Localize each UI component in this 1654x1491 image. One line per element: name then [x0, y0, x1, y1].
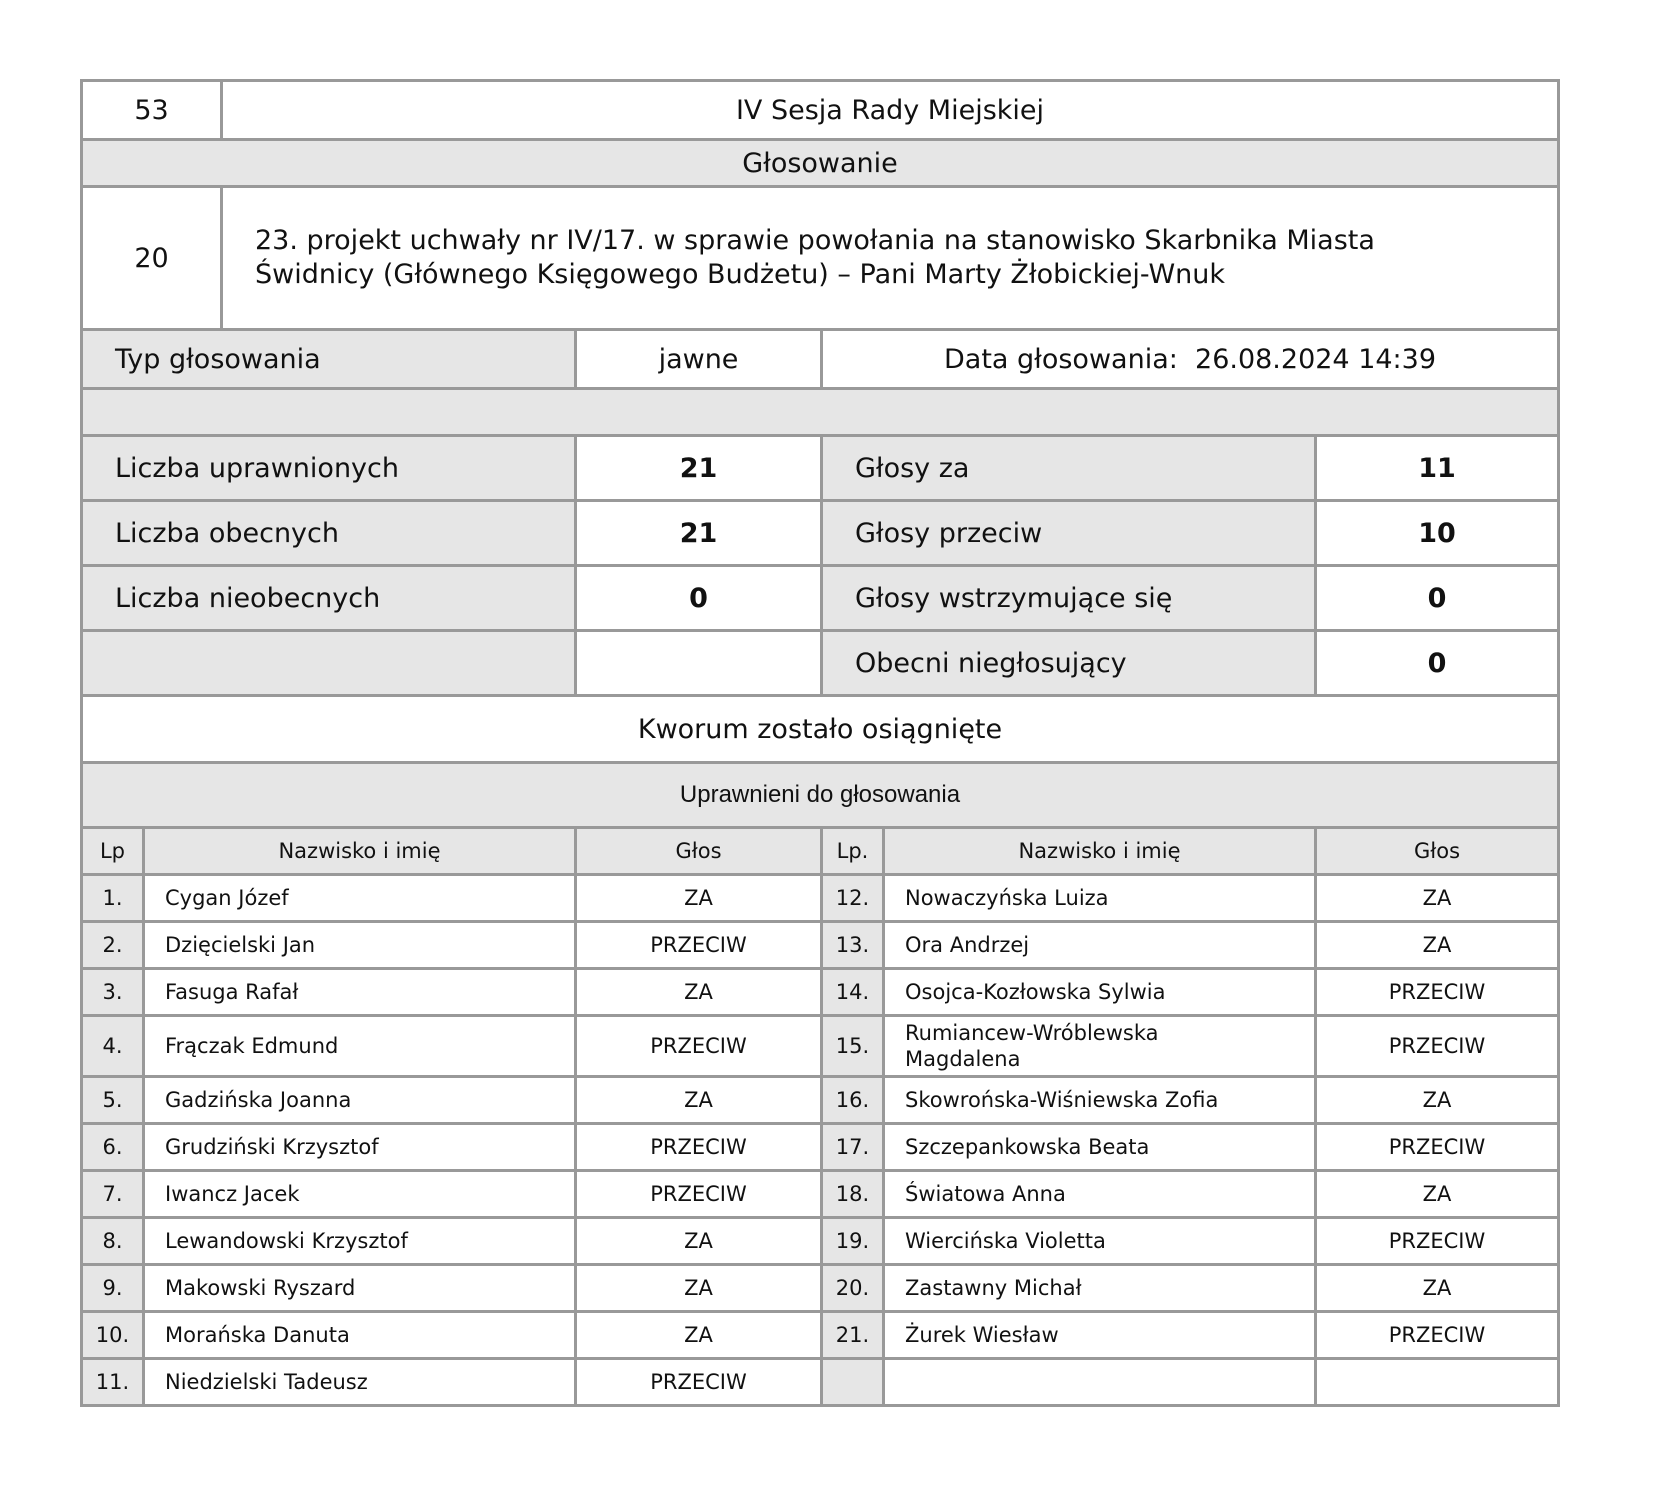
- vote-type-row: [80, 331, 1560, 390]
- voter-name-line: Cygan Józef: [165, 886, 289, 910]
- spacer-row: [80, 390, 1560, 437]
- voter-name-line: Żurek Wiesław: [905, 1323, 1059, 1347]
- voter-lp: 16.: [822, 1077, 884, 1124]
- voter-vote: PRZECIW: [1316, 1218, 1559, 1265]
- voter-vote: PRZECIW: [1316, 969, 1559, 1016]
- voter-name-line: Gadzińska Joanna: [165, 1088, 352, 1112]
- voter-lp: 11.: [82, 1359, 144, 1406]
- table-row: [82, 1218, 1559, 1265]
- voter-name: [144, 1359, 576, 1406]
- voter-vote: ZA: [576, 1218, 822, 1265]
- voter-vote: ZA: [1316, 922, 1559, 969]
- voter-name-line: Dzięcielski Jan: [165, 933, 316, 957]
- voter-lp: 5.: [82, 1077, 144, 1124]
- voter-vote: PRZECIW: [576, 922, 822, 969]
- voter-vote: PRZECIW: [576, 1016, 822, 1077]
- voter-lp: 8.: [82, 1218, 144, 1265]
- stats-row: [82, 501, 1559, 566]
- voter-lp: 10.: [82, 1312, 144, 1359]
- col-name-left: Nazwisko i imię: [144, 829, 576, 875]
- stats-row: [82, 566, 1559, 631]
- section-header: [80, 141, 1560, 188]
- vote-date-label: Data głosowania:: [943, 343, 1178, 375]
- voter-lp: 14.: [822, 969, 884, 1016]
- stat-label: Liczba uprawnionych: [82, 437, 576, 501]
- voting-report: [80, 79, 1560, 1407]
- stat-value: 0: [1316, 631, 1559, 696]
- voter-lp: 9.: [82, 1265, 144, 1312]
- table-row: [82, 1077, 1559, 1124]
- vote-type-value: jawne: [576, 331, 822, 389]
- table-row: [82, 1312, 1559, 1359]
- voter-name: [884, 1218, 1316, 1265]
- stat-label: Głosy przeciw: [822, 501, 1316, 566]
- col-lp-right: Lp.: [822, 829, 884, 875]
- vote-date: [822, 331, 1559, 389]
- voter-vote: ZA: [576, 1312, 822, 1359]
- voter-name: [144, 1218, 576, 1265]
- stat-value: 21: [576, 501, 822, 566]
- voter-lp: 17.: [822, 1124, 884, 1171]
- voters-table: [80, 829, 1560, 1407]
- stat-value: 0: [1316, 566, 1559, 631]
- vote-type-label: Typ głosowania: [82, 331, 576, 389]
- quorum-row: [80, 697, 1560, 764]
- stat-label: Głosy za: [822, 437, 1316, 501]
- voter-vote: PRZECIW: [576, 1124, 822, 1171]
- voter-lp: 6.: [82, 1124, 144, 1171]
- voter-name-line: Nowaczyńska Luiza: [905, 886, 1109, 910]
- stat-value: [576, 631, 822, 696]
- voter-vote: ZA: [1316, 875, 1559, 922]
- voter-name-line: Frączak Edmund: [165, 1034, 339, 1058]
- voter-lp: 19.: [822, 1218, 884, 1265]
- voter-name: [144, 1312, 576, 1359]
- item-subject-line2: Świdnicy (Głównego Księgowego Budżetu) – Pani Marty Żłobickiej-Wnuk: [255, 259, 1226, 290]
- voter-vote: PRZECIW: [1316, 1016, 1559, 1077]
- voter-name: [884, 1265, 1316, 1312]
- agenda-item: [80, 188, 1560, 331]
- voters-title-row: [80, 764, 1560, 829]
- item-subject-line1: 23. projekt uchwały nr IV/17. w sprawie powołania na stanowisko Skarbnika Miasta: [255, 225, 1375, 256]
- voter-name: [884, 1171, 1316, 1218]
- stat-value: 10: [1316, 501, 1559, 566]
- voter-name-line: Magdalena: [905, 1047, 1021, 1071]
- voter-name: [884, 1359, 1316, 1406]
- voter-name-line: Rumiancew-Wróblewska: [905, 1021, 1159, 1045]
- voter-lp: 20.: [822, 1265, 884, 1312]
- voter-lp: 7.: [82, 1171, 144, 1218]
- table-row: [82, 875, 1559, 922]
- stat-label: Obecni niegłosujący: [822, 631, 1316, 696]
- col-lp-left: Lp: [82, 829, 144, 875]
- stat-label: [82, 631, 576, 696]
- voter-name: [884, 1312, 1316, 1359]
- stat-label: Liczba nieobecnych: [82, 566, 576, 631]
- voter-vote: ZA: [576, 969, 822, 1016]
- voter-name-line: Światowa Anna: [905, 1182, 1066, 1206]
- voter-lp: 12.: [822, 875, 884, 922]
- item-number: 20: [82, 188, 222, 330]
- voter-name-line: Iwancz Jacek: [165, 1182, 300, 1206]
- table-row: [82, 969, 1559, 1016]
- quorum-text: Kworum zostało osiągnięte: [82, 697, 1559, 763]
- table-row: [82, 1124, 1559, 1171]
- col-name-right: Nazwisko i imię: [884, 829, 1316, 875]
- voter-name: [144, 969, 576, 1016]
- vote-date-value: 26.08.2024 14:39: [1195, 343, 1436, 375]
- voter-name: [144, 1077, 576, 1124]
- item-subject: [222, 188, 1559, 330]
- voter-lp: 1.: [82, 875, 144, 922]
- voter-name: [144, 875, 576, 922]
- table-row: [82, 1265, 1559, 1312]
- table-row: [82, 922, 1559, 969]
- session-title: IV Sesja Rady Miejskiej: [222, 81, 1559, 140]
- table-row: [82, 1171, 1559, 1218]
- voter-lp: 3.: [82, 969, 144, 1016]
- section-title: Głosowanie: [82, 141, 1559, 187]
- voter-lp: [822, 1359, 884, 1406]
- voter-name: [144, 1016, 576, 1077]
- voter-name-line: Osojca-Kozłowska Sylwia: [905, 980, 1166, 1004]
- voter-name-line: Morańska Danuta: [165, 1323, 350, 1347]
- voter-name-line: Skowrońska-Wiśniewska Zofia: [905, 1088, 1219, 1112]
- voter-name: [884, 1124, 1316, 1171]
- voter-vote: PRZECIW: [576, 1359, 822, 1406]
- voter-vote: ZA: [1316, 1265, 1559, 1312]
- voter-name: [884, 1077, 1316, 1124]
- voter-name-line: Szczepankowska Beata: [905, 1135, 1150, 1159]
- col-vote-right: Głos: [1316, 829, 1559, 875]
- voter-vote: PRZECIW: [576, 1171, 822, 1218]
- voter-name: [144, 1171, 576, 1218]
- voter-name-line: Fasuga Rafał: [165, 980, 299, 1004]
- voter-vote: PRZECIW: [1316, 1124, 1559, 1171]
- session-header: [80, 79, 1560, 141]
- voter-name: [144, 922, 576, 969]
- voter-name-line: Niedzielski Tadeusz: [165, 1370, 368, 1394]
- voter-lp: 21.: [822, 1312, 884, 1359]
- voter-name: [144, 1124, 576, 1171]
- stats-table: [80, 437, 1560, 697]
- voter-vote: ZA: [576, 1265, 822, 1312]
- col-vote-left: Głos: [576, 829, 822, 875]
- stat-label: Głosy wstrzymujące się: [822, 566, 1316, 631]
- voter-name: [884, 922, 1316, 969]
- table-row: [82, 1359, 1559, 1406]
- voter-name-line: Makowski Ryszard: [165, 1276, 356, 1300]
- stats-row: [82, 631, 1559, 696]
- stat-value: 11: [1316, 437, 1559, 501]
- stat-label: Liczba obecnych: [82, 501, 576, 566]
- voter-vote: ZA: [1316, 1171, 1559, 1218]
- voter-name-line: Grudziński Krzysztof: [165, 1135, 379, 1159]
- voter-name-line: Zastawny Michał: [905, 1276, 1082, 1300]
- voter-name: [884, 1016, 1316, 1077]
- voter-name: [144, 1265, 576, 1312]
- voter-lp: 2.: [82, 922, 144, 969]
- stat-value: 0: [576, 566, 822, 631]
- table-row: [82, 1016, 1559, 1077]
- voter-name-line: Wiercińska Violetta: [905, 1229, 1106, 1253]
- voter-name-line: Lewandowski Krzysztof: [165, 1229, 408, 1253]
- voter-vote: ZA: [576, 1077, 822, 1124]
- voter-lp: 4.: [82, 1016, 144, 1077]
- voter-vote: [1316, 1359, 1559, 1406]
- voter-lp: 13.: [822, 922, 884, 969]
- voter-name: [884, 969, 1316, 1016]
- voter-vote: ZA: [576, 875, 822, 922]
- voter-name-line: Ora Andrzej: [905, 933, 1030, 957]
- voter-lp: 15.: [822, 1016, 884, 1077]
- voter-lp: 18.: [822, 1171, 884, 1218]
- voter-name: [884, 875, 1316, 922]
- voters-header-row: [82, 829, 1559, 875]
- voter-vote: ZA: [1316, 1077, 1559, 1124]
- stats-row: [82, 437, 1559, 501]
- voters-title: Uprawnieni do głosowania: [82, 764, 1559, 828]
- stat-value: 21: [576, 437, 822, 501]
- session-number: 53: [82, 81, 222, 140]
- voter-vote: PRZECIW: [1316, 1312, 1559, 1359]
- spacer: [82, 390, 1559, 436]
